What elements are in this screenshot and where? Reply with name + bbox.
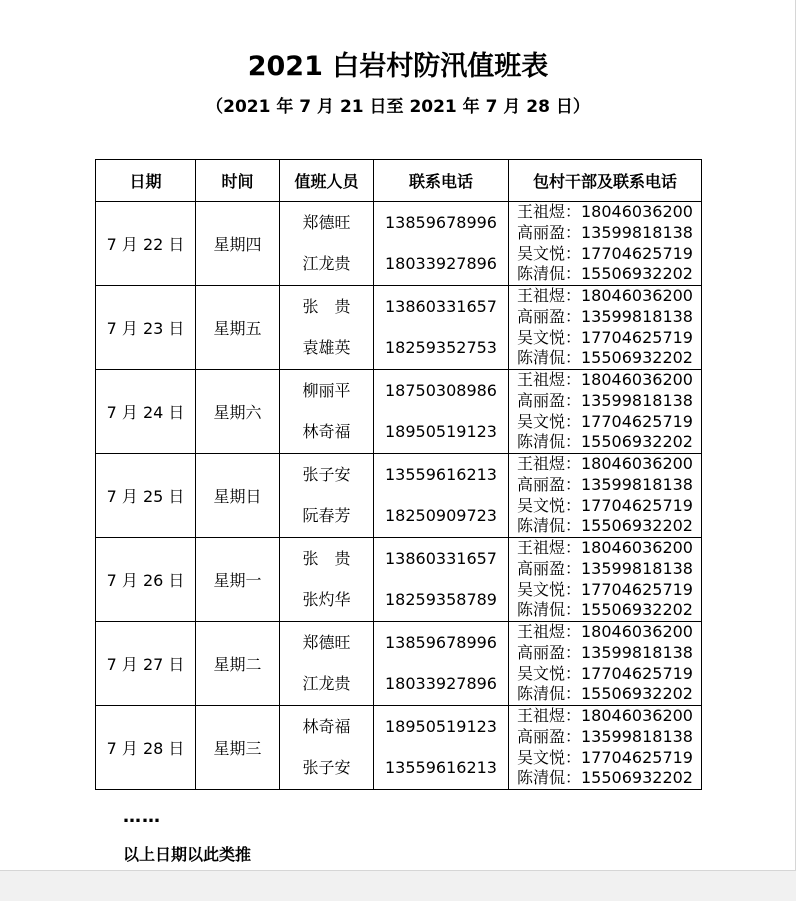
page-title: 2021 白岩村防汛值班表 — [247, 51, 549, 82]
cadre-entry: 吴文悦：17704625719 — [517, 579, 693, 599]
staff-phone: 18259358789 — [385, 590, 497, 610]
staff-name: 林奇福 — [302, 716, 351, 736]
weekday-cell: 星期三 — [196, 706, 280, 790]
staff-phone: 18950519123 — [385, 422, 497, 442]
table-row — [96, 706, 702, 790]
ellipsis: …… — [123, 806, 161, 827]
staff-name: 林奇福 — [302, 422, 351, 442]
phone-cell — [374, 202, 509, 286]
staff-cell — [280, 202, 374, 286]
staff-cell — [280, 622, 374, 706]
page-subtitle: （2021 年 7 月 21 日至 2021 年 7 月 28 日） — [206, 97, 590, 117]
staff-cell — [280, 706, 374, 790]
header-time: 时间 — [196, 160, 280, 202]
staff-phone: 18950519123 — [385, 716, 497, 736]
staff-cell — [280, 286, 374, 370]
cadre-entry: 陈清侃：15506932202 — [517, 432, 693, 452]
staff-name: 江龙贵 — [302, 674, 351, 694]
cadre-entry: 吴文悦：17704625719 — [517, 243, 693, 263]
table-row — [96, 286, 702, 370]
cadre-cell — [509, 454, 702, 538]
staff-phone: 18259352753 — [385, 338, 497, 358]
weekday-cell: 星期日 — [196, 454, 280, 538]
cadre-entry: 王祖煜：18046036200 — [517, 286, 693, 306]
table-header-row — [96, 160, 702, 202]
staff-phone: 18250909723 — [385, 506, 497, 526]
phone-cell — [374, 370, 509, 454]
staff-phone: 18750308986 — [385, 380, 497, 400]
table-row — [96, 622, 702, 706]
table-row — [96, 454, 702, 538]
staff-phone: 13559616213 — [385, 464, 497, 484]
cadre-entry: 陈清侃：15506932202 — [517, 264, 693, 284]
cadre-entry: 吴文悦：17704625719 — [517, 411, 693, 431]
staff-phone: 18033927896 — [385, 674, 497, 694]
date-cell: 7 月 23 日 — [96, 286, 196, 370]
cadre-entry: 吴文悦：17704625719 — [517, 663, 693, 683]
cadre-entry: 王祖煜：18046036200 — [517, 370, 693, 390]
phone-cell — [374, 286, 509, 370]
weekday-cell: 星期二 — [196, 622, 280, 706]
header-phone: 联系电话 — [374, 160, 509, 202]
staff-cell — [280, 538, 374, 622]
staff-name: 张 贵 — [302, 296, 351, 316]
cadre-cell — [509, 622, 702, 706]
date-cell: 7 月 27 日 — [96, 622, 196, 706]
staff-phone: 13859678996 — [385, 212, 497, 232]
staff-phone: 13559616213 — [385, 758, 497, 778]
header-date: 日期 — [96, 160, 196, 202]
staff-name: 阮春芳 — [302, 506, 351, 526]
cadre-entry: 陈清侃：15506932202 — [517, 600, 693, 620]
staff-name: 张子安 — [302, 464, 351, 484]
staff-name: 张 贵 — [302, 548, 351, 568]
staff-phone: 13860331657 — [385, 548, 497, 568]
phone-cell — [374, 454, 509, 538]
cadre-entry: 吴文悦：17704625719 — [517, 747, 693, 767]
table-row — [96, 370, 702, 454]
staff-name: 郑德旺 — [302, 212, 351, 232]
date-cell: 7 月 24 日 — [96, 370, 196, 454]
cadre-entry: 高丽盈：13599818138 — [517, 726, 693, 746]
cadre-entry: 王祖煜：18046036200 — [517, 454, 693, 474]
cadre-entry: 陈清侃：15506932202 — [517, 684, 693, 704]
weekday-cell: 星期五 — [196, 286, 280, 370]
staff-name: 柳丽平 — [302, 380, 351, 400]
weekday-cell: 星期一 — [196, 538, 280, 622]
date-cell: 7 月 26 日 — [96, 538, 196, 622]
staff-phone: 18033927896 — [385, 254, 497, 274]
cadre-cell — [509, 706, 702, 790]
date-cell: 7 月 28 日 — [96, 706, 196, 790]
staff-cell — [280, 370, 374, 454]
phone-cell — [374, 622, 509, 706]
cadre-cell — [509, 370, 702, 454]
cadre-entry: 王祖煜：18046036200 — [517, 202, 693, 222]
table-row — [96, 538, 702, 622]
cadre-entry: 吴文悦：17704625719 — [517, 327, 693, 347]
duty-table — [95, 159, 702, 790]
date-cell: 7 月 25 日 — [96, 454, 196, 538]
staff-name: 郑德旺 — [302, 632, 351, 652]
weekday-cell: 星期六 — [196, 370, 280, 454]
staff-name: 江龙贵 — [302, 254, 351, 274]
weekday-cell: 星期四 — [196, 202, 280, 286]
staff-cell — [280, 454, 374, 538]
date-cell: 7 月 22 日 — [96, 202, 196, 286]
table-row — [96, 202, 702, 286]
cadre-entry: 高丽盈：13599818138 — [517, 558, 693, 578]
cadre-cell — [509, 286, 702, 370]
cadre-cell — [509, 538, 702, 622]
staff-name: 张子安 — [302, 758, 351, 778]
phone-cell — [374, 706, 509, 790]
phone-cell — [374, 538, 509, 622]
cadre-entry: 王祖煜：18046036200 — [517, 706, 693, 726]
cadre-entry: 王祖煜：18046036200 — [517, 538, 693, 558]
header-staff: 值班人员 — [280, 160, 374, 202]
cadre-entry: 吴文悦：17704625719 — [517, 495, 693, 515]
footer-note: 以上日期以此类推 — [123, 845, 252, 864]
cadre-entry: 王祖煜：18046036200 — [517, 622, 693, 642]
cadre-entry: 陈清侃：15506932202 — [517, 348, 693, 368]
header-cadre: 包村干部及联系电话 — [509, 160, 702, 202]
cadre-cell — [509, 202, 702, 286]
staff-phone: 13860331657 — [385, 296, 497, 316]
staff-name: 袁雄英 — [302, 338, 351, 358]
cadre-entry: 陈清侃：15506932202 — [517, 516, 693, 536]
cadre-entry: 高丽盈：13599818138 — [517, 642, 693, 662]
cadre-entry: 高丽盈：13599818138 — [517, 474, 693, 494]
staff-phone: 13859678996 — [385, 632, 497, 652]
cadre-entry: 高丽盈：13599818138 — [517, 390, 693, 410]
cadre-entry: 高丽盈：13599818138 — [517, 222, 693, 242]
staff-name: 张灼华 — [302, 590, 351, 610]
cadre-entry: 陈清侃：15506932202 — [517, 768, 693, 788]
cadre-entry: 高丽盈：13599818138 — [517, 306, 693, 326]
